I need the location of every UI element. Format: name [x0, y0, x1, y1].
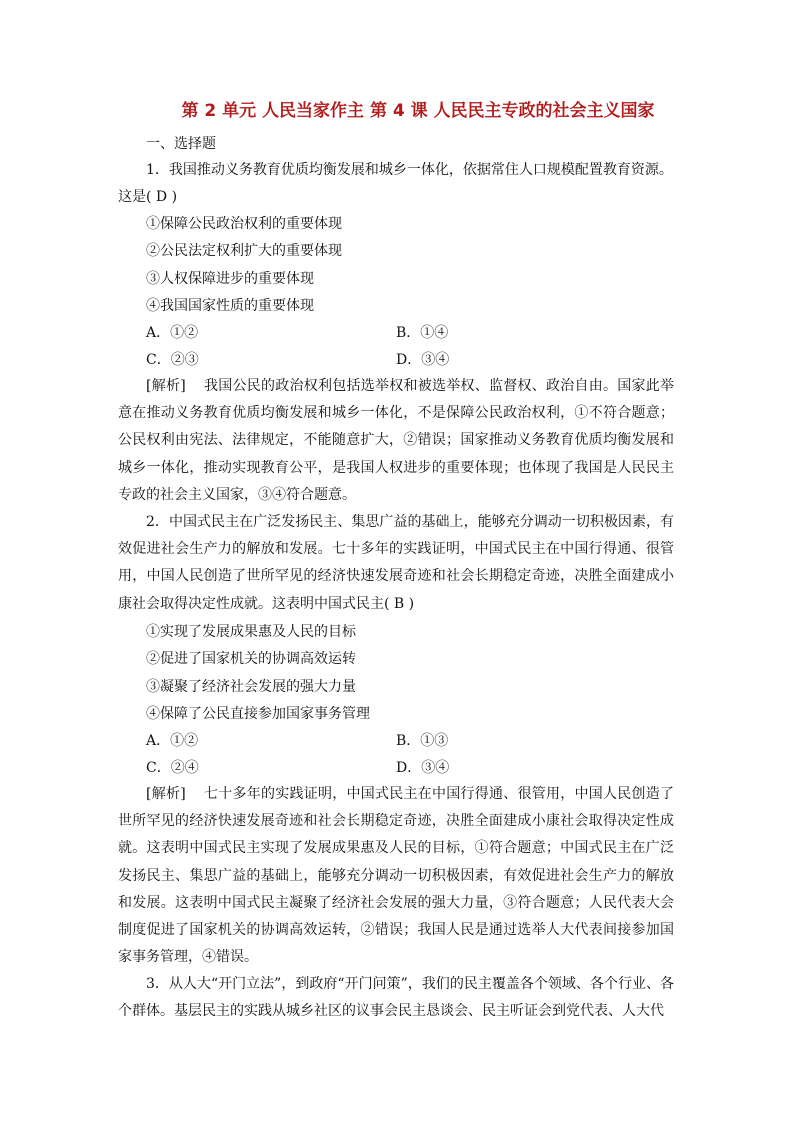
q1-option-a: A．①② — [146, 325, 199, 341]
q2-option-a: A．①② — [146, 733, 199, 749]
q2-statement-4: ④保障了公民直接参加国家事务管理 — [146, 706, 370, 722]
analysis-tag: [解析] — [146, 786, 186, 802]
q1-statement-4: ④我国国家性质的重要体现 — [146, 298, 314, 314]
q1-stem-line2: 这是( D ) — [118, 189, 178, 205]
q1-option-c: C．②③ — [146, 352, 199, 368]
q1-statement-1: ①保障公民政治权利的重要体现 — [146, 216, 342, 232]
q2-statement-2: ②促进了国家机关的协调高效运转 — [146, 651, 356, 667]
q2-analysis-text: 七十多年的实践证明，中国式民主在中国行得通、很管用，中国人民创造了世所罕见的经济快速发展奇迹和社会长期稳定奇迹，决胜全面建成小康社会取得决定性成就。这表明中国式民主实现了发展成果惠及人民的目标，①符合题意；中国式民主在广泛发扬民主、集思广益的基础上，能够充分调动一切积极因素，有效促进社会生产力的解放和发展。这表明中国式民主凝聚了经济社会发展的强大力量，③符合题意；人民代表大会制度促进了国家机关的协调高效运转，②错误；我国人民是通过选举人大代表间接参加国家事务管理，④错误。 — [118, 786, 674, 966]
q2-option-d: D．③④ — [396, 760, 450, 776]
q1-stem-line1: 1．我国推动义务教育优质均衡发展和城乡一体化，依据常住人口规模配置教育资源。 — [146, 162, 673, 178]
q3-stem: 3．从人大“开门立法”，到政府“开门问策”，我们的民主覆盖各个领域、各个行业、各个群体。基层民主的实践从城乡社区的议事会民主恳谈会、民主听证会到党代表、人大代 — [118, 976, 674, 1020]
q1-analysis — [118, 373, 674, 509]
q2-statement-3: ③凝聚了经济社会发展的强大力量 — [146, 679, 356, 695]
q1-option-d: D．③④ — [396, 352, 450, 368]
q2-option-b: B．①③ — [396, 733, 449, 749]
q1-option-b: B．①④ — [396, 325, 449, 341]
q2-analysis — [118, 781, 674, 971]
q2-stem: 2．中国式民主在广泛发扬民主、集思广益的基础上，能够充分调动一切积极因素，有效促进社会生产力的解放和发展。七十多年的实践证明，中国式民主在中国行得通、很管用，中国人民创造了世所罕见的经济快速发展奇迹和社会长期稳定奇迹，决胜全面建成小康社会取得决定性成就。这表明中国式民主( B ) — [118, 514, 674, 612]
q2-option-c: C．②④ — [146, 760, 199, 776]
q2-statement-1: ①实现了发展成果惠及人民的目标 — [146, 624, 356, 640]
q1-analysis-text: 我国公民的政治权利包括选举权和被选举权、监督权、政治自由。国家此举意在推动义务教育优质均衡发展和城乡一体化，不是保障公民政治权利，①不符合题意；公民权利由宪法、法律规定，不能随意扩大，②错误；国家推动义务教育优质均衡发展和城乡一体化，推动实现教育公平，是我国人权进步的重要体现；也体现了我国是人民民主专政的社会主义国家，③④符合题意。 — [118, 378, 674, 503]
section-heading: 一、选择题 — [146, 136, 216, 152]
analysis-tag: [解析] — [146, 378, 186, 394]
q1-statement-3: ③人权保障进步的重要体现 — [146, 271, 314, 287]
lesson-title: 第 2 单元 人民当家作主 第 4 课 人民民主专政的社会主义国家 — [181, 101, 655, 121]
q1-statement-2: ②公民法定权利扩大的重要体现 — [146, 243, 342, 259]
